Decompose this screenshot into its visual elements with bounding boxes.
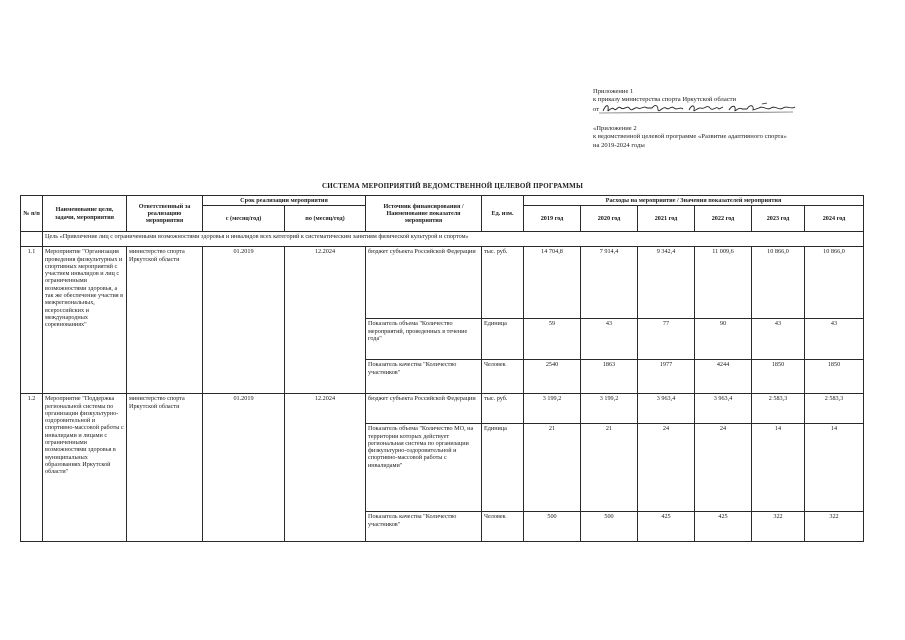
row-to: 12.2024 bbox=[285, 394, 366, 542]
annex-line-4: к ведомственной целевой программе «Развитие адаптивного спорта» bbox=[593, 133, 787, 141]
row-value-2024: 2 583,3 bbox=[805, 394, 864, 424]
row-value-2019: 21 bbox=[524, 424, 581, 512]
row-value-2024: 10 866,0 bbox=[805, 247, 864, 319]
handwritten-date-number bbox=[597, 102, 807, 116]
row-value-2024: 1850 bbox=[805, 360, 864, 394]
annex-line-3: «Приложение 2 bbox=[593, 124, 637, 132]
row-name: Мероприятие "Поддержка региональной системы по организации физкультурно-оздоровительной и спортивно-массовой работы с инвалидами и лицами с ограниченными возможностями здоровья в муниципальных образованиях Иркутской области" bbox=[43, 394, 127, 542]
row-unit: тыс. руб. bbox=[482, 247, 524, 319]
row-value-2023: 322 bbox=[752, 512, 805, 542]
row-source: Показатель качества "Количество участников" bbox=[366, 512, 482, 542]
row-value-2022: 24 bbox=[695, 424, 752, 512]
row-value-2020: 1863 bbox=[581, 360, 638, 394]
row-responsible: министерство спорта Иркутской области bbox=[127, 247, 203, 394]
row-num: 1.1 bbox=[21, 247, 43, 394]
table-row bbox=[21, 394, 864, 424]
row-value-2023: 2 583,3 bbox=[752, 394, 805, 424]
row-value-2022: 425 bbox=[695, 512, 752, 542]
row-value-2021: 1977 bbox=[638, 360, 695, 394]
row-from: 01.2019 bbox=[203, 247, 285, 394]
col-year-2023: 2023 год bbox=[752, 206, 805, 232]
row-value-2024: 14 bbox=[805, 424, 864, 512]
row-value-2019: 14 704,8 bbox=[524, 247, 581, 319]
col-expenses-header: Расходы на мероприятие / Значения показателей мероприятия bbox=[524, 196, 864, 206]
row-unit: Человек bbox=[482, 360, 524, 394]
row-to: 12.2024 bbox=[285, 247, 366, 394]
goal-row bbox=[21, 232, 864, 247]
order-date-prefix: от bbox=[593, 105, 600, 113]
col-period-to-header: по (месяц/год) bbox=[285, 206, 366, 232]
document-title: СИСТЕМА МЕРОПРИЯТИЙ ВЕДОМСТВЕННОЙ ЦЕЛЕВОЙ ПРОГРАММЫ bbox=[321, 182, 584, 190]
row-value-2019: 500 bbox=[524, 512, 581, 542]
row-value-2024: 322 bbox=[805, 512, 864, 542]
row-source: Показатель качества "Количество участников" bbox=[366, 360, 482, 394]
row-unit: Человек bbox=[482, 512, 524, 542]
row-value-2023: 43 bbox=[752, 319, 805, 360]
row-unit: тыс. руб. bbox=[482, 394, 524, 424]
row-source: Показатель объема "Количество МО, на территории которых действует региональная система по организации физкультурно-оздоровительной и спортивно-массовой работы с инвалидами" bbox=[366, 424, 482, 512]
annex-line-2: к приказу министерства спорта Иркутской области bbox=[593, 96, 737, 104]
row-value-2022: 4244 bbox=[695, 360, 752, 394]
col-responsible-header: Ответственный за реализацию мероприятия bbox=[127, 196, 203, 232]
annex-line-5: на 2019-2024 годы bbox=[593, 141, 645, 149]
measures-table bbox=[20, 195, 864, 542]
row-unit: Единица bbox=[482, 319, 524, 360]
row-unit: Единица bbox=[482, 424, 524, 512]
row-num: 1.2 bbox=[21, 394, 43, 542]
col-year-2022: 2022 год bbox=[695, 206, 752, 232]
row-value-2020: 7 914,4 bbox=[581, 247, 638, 319]
row-value-2023: 14 bbox=[752, 424, 805, 512]
row-value-2024: 43 bbox=[805, 319, 864, 360]
row-value-2022: 3 963,4 bbox=[695, 394, 752, 424]
row-value-2020: 21 bbox=[581, 424, 638, 512]
row-value-2021: 9 342,4 bbox=[638, 247, 695, 319]
col-source-header: Источник финансирования / Наименование показателя мероприятия bbox=[366, 196, 482, 232]
table-header-row-1 bbox=[21, 196, 864, 206]
col-num-header: № п/п bbox=[21, 196, 43, 232]
row-value-2020: 3 199,2 bbox=[581, 394, 638, 424]
row-value-2021: 77 bbox=[638, 319, 695, 360]
col-year-2019: 2019 год bbox=[524, 206, 581, 232]
row-value-2021: 24 bbox=[638, 424, 695, 512]
col-year-2024: 2024 год bbox=[805, 206, 864, 232]
goal-text: Цель «Привлечение лиц с ограниченными возможностями здоровья и инвалидов всех категорий к систематическим занятиям физической культурой и спортом» bbox=[43, 232, 864, 247]
annex-line-1: Приложение 1 bbox=[593, 88, 634, 95]
table-row bbox=[21, 247, 864, 319]
row-name: Мероприятие "Организация проведения физкультурных и спортивных мероприятий с участием инвалидов и лиц с ограниченными возможностями здоровья, а так же обеспечение участия в межрегиональных, всероссийских и международных соревнованиях" bbox=[43, 247, 127, 394]
col-name-header: Наименование цели, задачи, мероприятия bbox=[43, 196, 127, 232]
order-date-signature bbox=[593, 105, 873, 116]
row-value-2019: 2540 bbox=[524, 360, 581, 394]
annex-header bbox=[593, 88, 873, 150]
row-source: бюджет субъекта Российской Федерации bbox=[366, 394, 482, 424]
row-responsible: министерство спорта Иркутской области bbox=[127, 394, 203, 542]
col-period-header: Срок реализации мероприятия bbox=[203, 196, 366, 206]
row-value-2023: 10 866,0 bbox=[752, 247, 805, 319]
row-from: 01.2019 bbox=[203, 394, 285, 542]
row-value-2020: 500 bbox=[581, 512, 638, 542]
col-unit-header: Ед. изм. bbox=[482, 196, 524, 232]
row-value-2020: 43 bbox=[581, 319, 638, 360]
row-value-2022: 11 009,6 bbox=[695, 247, 752, 319]
row-value-2019: 3 199,2 bbox=[524, 394, 581, 424]
row-value-2021: 425 bbox=[638, 512, 695, 542]
col-year-2020: 2020 год bbox=[581, 206, 638, 232]
col-year-2021: 2021 год bbox=[638, 206, 695, 232]
row-value-2022: 90 bbox=[695, 319, 752, 360]
row-value-2021: 3 963,4 bbox=[638, 394, 695, 424]
col-period-from-header: с (месяц/год) bbox=[203, 206, 285, 232]
row-source: бюджет субъекта Российской Федерации bbox=[366, 247, 482, 319]
row-source: Показатель объема "Количество мероприятий, проведенных в течение года" bbox=[366, 319, 482, 360]
row-value-2023: 1850 bbox=[752, 360, 805, 394]
row-value-2019: 59 bbox=[524, 319, 581, 360]
